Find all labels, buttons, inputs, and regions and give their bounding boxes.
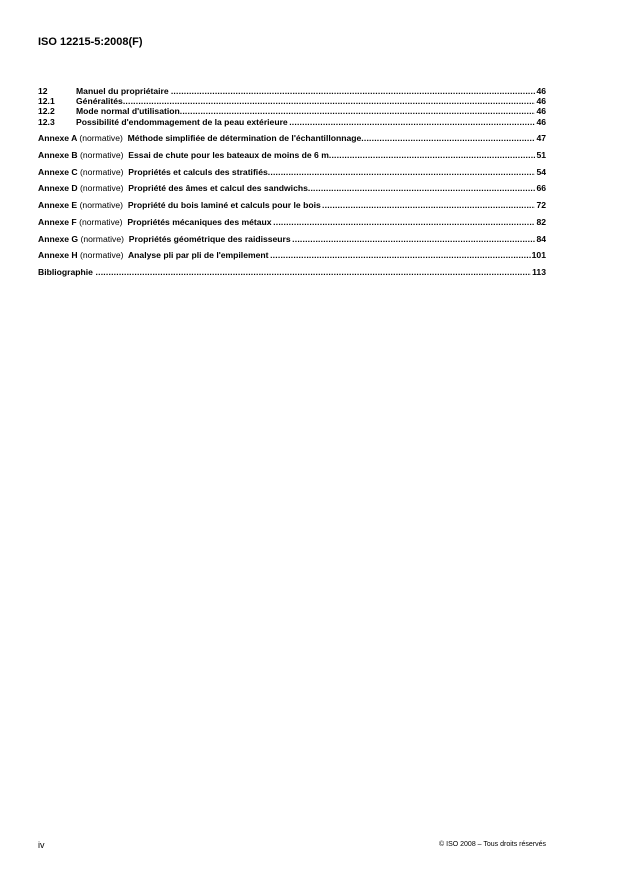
leader-dots bbox=[273, 217, 535, 227]
footer-page-number: iv bbox=[38, 840, 45, 850]
document-header: ISO 12215-5:2008(F) bbox=[38, 36, 143, 48]
page-ref: 47 bbox=[536, 133, 546, 144]
page-ref: 46 bbox=[536, 106, 546, 117]
annex-label: Annexe C bbox=[38, 166, 78, 177]
clause-number: 12.2 bbox=[38, 106, 55, 117]
annex-title: Propriétés mécaniques des métaux bbox=[127, 216, 272, 227]
annex-label: Annexe F bbox=[38, 216, 77, 227]
page-ref: 101 bbox=[531, 250, 546, 261]
leader-dots bbox=[292, 234, 535, 244]
toc-clause-12-1[interactable] bbox=[38, 96, 546, 106]
page-ref: 72 bbox=[536, 200, 546, 211]
leader-dots bbox=[322, 200, 535, 210]
page-ref: 84 bbox=[536, 233, 546, 244]
toc-annex-d[interactable] bbox=[38, 183, 546, 193]
annex-title: Analyse pli par pli de l'empilement bbox=[127, 250, 269, 261]
annex-type: (normative) bbox=[80, 250, 124, 261]
annex-title: Propriétés géométrique des raidisseurs bbox=[128, 233, 291, 244]
page-ref: 66 bbox=[536, 183, 546, 194]
toc-annex-g[interactable] bbox=[38, 234, 546, 244]
toc-annex-c[interactable] bbox=[38, 167, 546, 177]
toc-annex-b[interactable] bbox=[38, 150, 546, 160]
annex-label: Annexe B bbox=[38, 150, 78, 161]
clause-number: 12.3 bbox=[38, 116, 55, 127]
annex-type: (normative) bbox=[80, 150, 124, 161]
annex-title: Essai de chute pour les bateaux de moins de 6 m bbox=[128, 150, 329, 161]
leader-dots bbox=[171, 86, 536, 96]
bibliography-title: Bibliographie bbox=[38, 266, 93, 277]
annex-type: (normative) bbox=[80, 166, 124, 177]
toc-annex-a[interactable] bbox=[38, 133, 546, 143]
toc-clause-12-2[interactable] bbox=[38, 106, 546, 116]
page-ref: 82 bbox=[536, 216, 546, 227]
toc-clause-12-3[interactable] bbox=[38, 117, 546, 127]
toc-bibliography[interactable] bbox=[38, 267, 546, 277]
leader-dots bbox=[270, 250, 531, 260]
annex-title: Méthode simplifiée de détermination de l'échantillonnage bbox=[127, 133, 362, 144]
leader-dots bbox=[308, 183, 536, 193]
leader-dots bbox=[289, 117, 535, 127]
page-ref: 51 bbox=[536, 150, 546, 161]
leader-dots bbox=[123, 96, 536, 106]
clause-title: Possibilité d'endommagement de la peau extérieure bbox=[76, 116, 288, 127]
annex-label: Annexe A bbox=[38, 133, 77, 144]
annex-type: (normative) bbox=[80, 183, 124, 194]
clause-number: 12 bbox=[38, 86, 48, 96]
page-ref: 113 bbox=[532, 266, 546, 277]
page-ref: 54 bbox=[536, 166, 546, 177]
page-ref: 46 bbox=[536, 116, 546, 127]
annex-label: Annexe G bbox=[38, 233, 79, 244]
annex-type: (normative) bbox=[79, 216, 123, 227]
leader-dots bbox=[361, 133, 535, 143]
page-ref: 46 bbox=[536, 86, 546, 96]
annex-label: Annexe D bbox=[38, 183, 78, 194]
clause-number: 12.1 bbox=[38, 96, 55, 107]
footer-copyright: © ISO 2008 – Tous droits réservés bbox=[439, 841, 546, 848]
toc-clause-12[interactable] bbox=[38, 86, 546, 96]
clause-title: Manuel du propriétaire bbox=[76, 86, 169, 96]
table-of-contents bbox=[38, 86, 546, 277]
annex-label: Annexe E bbox=[38, 200, 78, 211]
leader-dots bbox=[329, 150, 536, 160]
annex-title: Propriété du bois laminé et calculs pour le bois bbox=[127, 200, 321, 211]
toc-annex-h[interactable] bbox=[38, 250, 546, 260]
leader-dots bbox=[96, 267, 532, 277]
clause-title: Mode normal d'utilisation bbox=[76, 106, 180, 117]
clause-title: Généralités bbox=[76, 96, 123, 107]
leader-dots bbox=[268, 167, 536, 177]
annex-title: Propriétés et calculs des stratifiés bbox=[128, 166, 268, 177]
leader-dots bbox=[180, 106, 536, 116]
annex-type: (normative) bbox=[79, 133, 123, 144]
annex-type: (normative) bbox=[80, 233, 124, 244]
annex-label: Annexe H bbox=[38, 250, 78, 261]
annex-title: Propriété des âmes et calcul des sandwichs bbox=[128, 183, 308, 194]
annex-type: (normative) bbox=[79, 200, 124, 211]
toc-annex-e[interactable] bbox=[38, 200, 546, 210]
toc-annex-f[interactable] bbox=[38, 217, 546, 227]
page-ref: 46 bbox=[536, 96, 546, 107]
